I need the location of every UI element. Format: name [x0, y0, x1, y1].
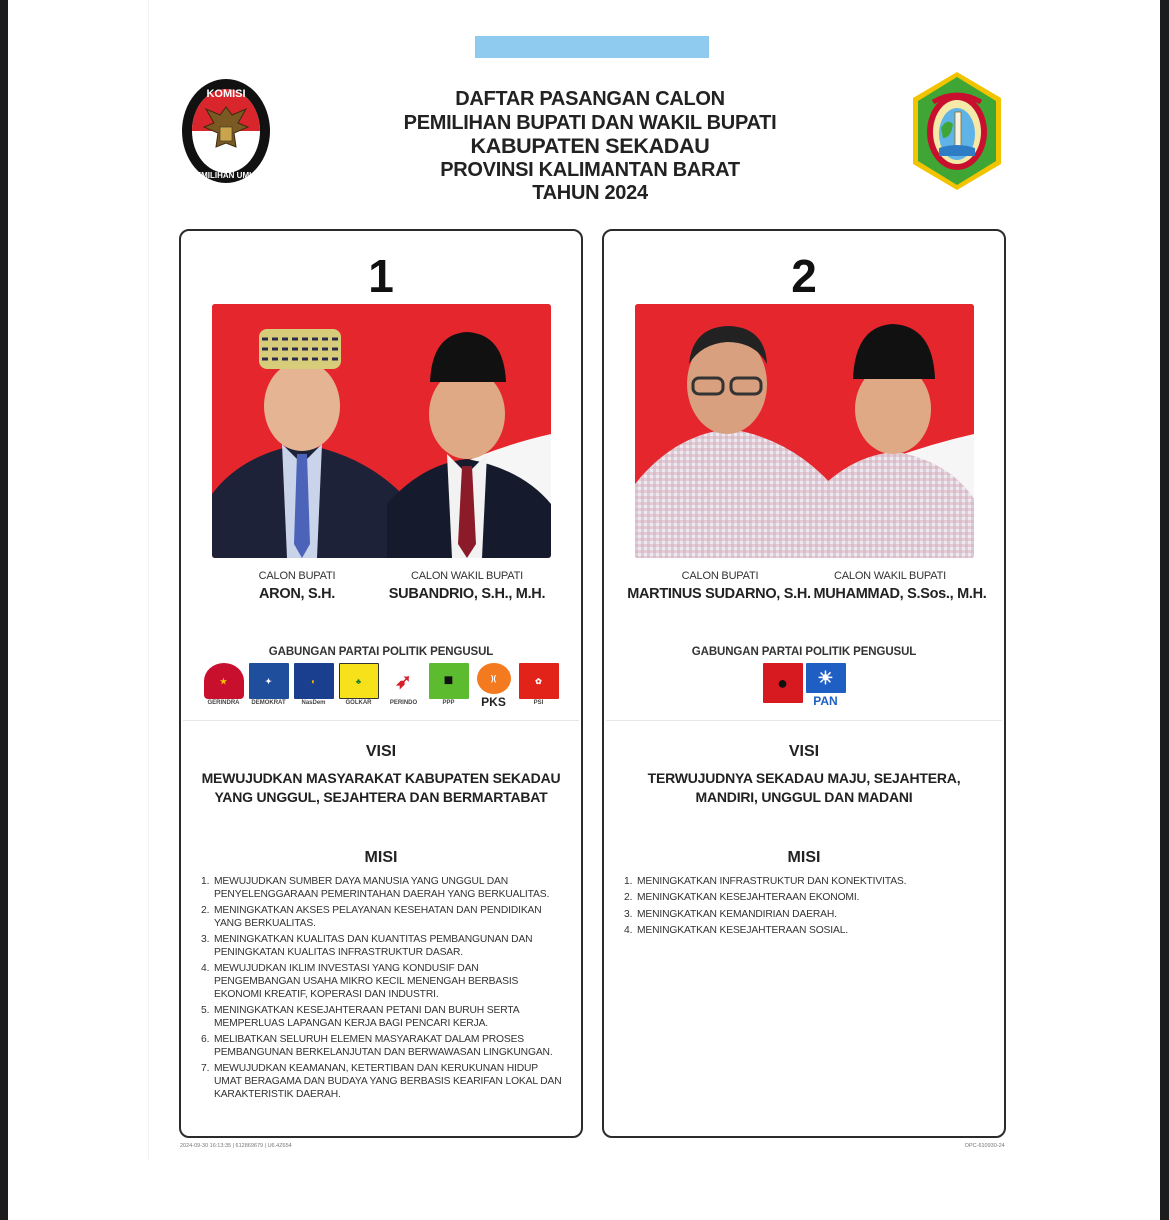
misi-item: 2. MENINGKATKAN AKSES PELAYANAN KESEHATAN DAN PENDIDIKAN YANG BERKUALITAS.: [201, 905, 542, 929]
candidate-card-1: [179, 229, 583, 1138]
candidate-pair-photo-icon: [212, 304, 551, 558]
party-logo-pks: )( PKS: [474, 663, 514, 709]
misi-item: 7. MEWUJUDKAN KEAMANAN, KETERTIBAN DAN KERUKUNAN HIDUP UMAT BERAGAMA DAN BUDAYA YANG BERBASIS KEARIFAN LOKAL DAN KARAKTERISTIK DAERAH.: [201, 1063, 562, 1100]
wakil-bupati-name: MUHAMMAD, S.Sos., M.H.: [813, 586, 987, 602]
candidate-photo: [635, 304, 974, 558]
section-divider: [183, 720, 579, 721]
party-logo-perindo: ➶ PERINDO: [384, 663, 424, 709]
coalition-label: GABUNGAN PARTAI POLITIK PENGUSUL: [268, 646, 494, 658]
visi-heading: VISI: [788, 743, 820, 760]
golkar-tree-icon: ♣: [339, 663, 379, 699]
psi-rose-icon: ✿: [519, 663, 559, 699]
candidate-number: 2: [791, 250, 817, 302]
document-title: [340, 88, 840, 206]
misi-item: 1. MENINGKATKAN INFRASTRUKTUR DAN KONEKTIVITAS.: [624, 876, 907, 887]
wakil-bupati-label: CALON WAKIL BUPATI: [411, 570, 523, 582]
misi-item: 4. MEWUJUDKAN IKLIM INVESTASI YANG KONDUSIF DAN PENGEMBANGAN USAHA MIKRO KECIL MENENGAH BERBASIS EKONOMI KREATIF, KOPERASI DAN INDUSTRI.: [201, 963, 519, 1000]
footer-doc-code: DPC-610930-24: [965, 1143, 1005, 1149]
title-line-1: DAFTAR PASANGAN CALON: [455, 88, 725, 110]
misi-item: 6. MELIBATKAN SELURUH ELEMEN MASYARAKAT DALAM PROSES PEMBANGUNAN BERKELANJUTAN DAN BERWAWASAN LINGKUNGAN.: [201, 1034, 553, 1059]
bupati-name: ARON, S.H.: [259, 586, 335, 602]
visi-heading: VISI: [365, 743, 397, 760]
misi-item: 1. MEWUJUDKAN SUMBER DAYA MANUSIA YANG UNGGUL DAN PENYELENGGARAAN PEMERINTAHAN DAERAH YANG BERKUALITAS.: [201, 876, 550, 900]
candidate-number: 1: [368, 250, 394, 302]
kpu-logo: [180, 77, 272, 185]
title-line-4: PROVINSI KALIMANTAN BARAT: [440, 158, 740, 181]
party-logo-golkar: ♣ GOLKAR: [339, 663, 379, 709]
nasdem-circle-icon: ◐: [294, 663, 334, 699]
party-logo-nasdem: ◐ NasDem: [294, 663, 334, 709]
candidate-card-2: [602, 229, 1006, 1138]
misi-item: 4. MENINGKATKAN KESEJAHTERAAN SOSIAL.: [624, 924, 848, 936]
bupati-label: CALON BUPATI: [258, 570, 336, 582]
party-logos: [181, 663, 581, 709]
title-line-5: TAHUN 2024: [532, 182, 648, 204]
footer-print-info: 2024-09-30 16:13:35 | 612869679 | U6.4Z654: [180, 1143, 292, 1149]
party-logo-demokrat: ✦ DEMOKRAT: [249, 663, 289, 709]
coalition-label: GABUNGAN PARTAI POLITIK PENGUSUL: [691, 646, 917, 658]
perindo-eagle-icon: ➶: [384, 663, 424, 699]
accent-bar: [475, 36, 709, 58]
gerindra-eagle-icon: ★: [204, 663, 244, 699]
misi-heading: MISI: [364, 849, 398, 866]
misi-heading: MISI: [787, 849, 821, 866]
party-logo-pdip: [763, 663, 803, 709]
kpu-logo-top-text: KOMISI: [206, 88, 246, 100]
section-divider: [606, 720, 1002, 721]
sekadau-regency-emblem-icon: [911, 70, 1003, 192]
demokrat-star-icon: ✦: [249, 663, 289, 699]
party-logo-psi: ✿ PSI: [519, 663, 559, 709]
kpu-logo-bottom-text: PEMILIHAN UMUM: [190, 171, 262, 180]
misi-item: 5. MENINGKATKAN KESEJAHTERAAN PETANI DAN BURUH SERTA MEMPERLUAS LAPANGAN KERJA BAGI PENCARI KERJA.: [201, 1005, 519, 1029]
bupati-name: MARTINUS SUDARNO, S.H.: [627, 586, 811, 602]
visi-text: MEWUJUDKAN MASYARAKAT KABUPATEN SEKADAU YANG UNGGUL, SEJAHTERA DAN BERMARTABAT: [201, 770, 561, 805]
pdip-bull-icon: ●: [763, 663, 803, 703]
misi-item: 2. MENINGKATKAN KESEJAHTERAAN EKONOMI.: [624, 892, 860, 904]
candidate-pair-photo-icon: [635, 304, 974, 558]
title-line-3: KABUPATEN SEKADAU: [470, 134, 710, 158]
party-logo-pan: ☀ PAN: [806, 663, 846, 709]
title-line-2: PEMILIHAN BUPATI DAN WAKIL BUPATI: [403, 111, 777, 134]
party-logo-ppp: ■ PPP: [429, 663, 469, 709]
misi-list: [624, 876, 986, 941]
party-logo-gerindra: ★ GERINDRA: [204, 663, 244, 709]
ppp-kaaba-icon: ■: [429, 663, 469, 699]
pks-crescent-icon: )(: [477, 663, 511, 694]
wakil-bupati-name: SUBANDRIO, S.H., M.H.: [388, 586, 546, 602]
pan-sun-icon: ☀: [806, 663, 846, 693]
misi-item: 3. MENINGKATKAN KEMANDIRIAN DAERAH.: [624, 908, 837, 920]
misi-item: 3. MENINGKATKAN KUALITAS DAN KUANTITAS PEMBANGUNAN DAN PENINGKATAN KUALITAS INFRASTRUKTUR DASAR.: [201, 934, 533, 958]
misi-list: [201, 876, 563, 1105]
bupati-label: CALON BUPATI: [681, 570, 759, 582]
candidate-photo: [212, 304, 551, 558]
party-logos: [604, 663, 1004, 709]
wakil-bupati-label: CALON WAKIL BUPATI: [834, 570, 946, 582]
visi-text: TERWUJUDNYA SEKADAU MAJU, SEJAHTERA, MANDIRI, UNGGUL DAN MADANI: [647, 770, 961, 805]
